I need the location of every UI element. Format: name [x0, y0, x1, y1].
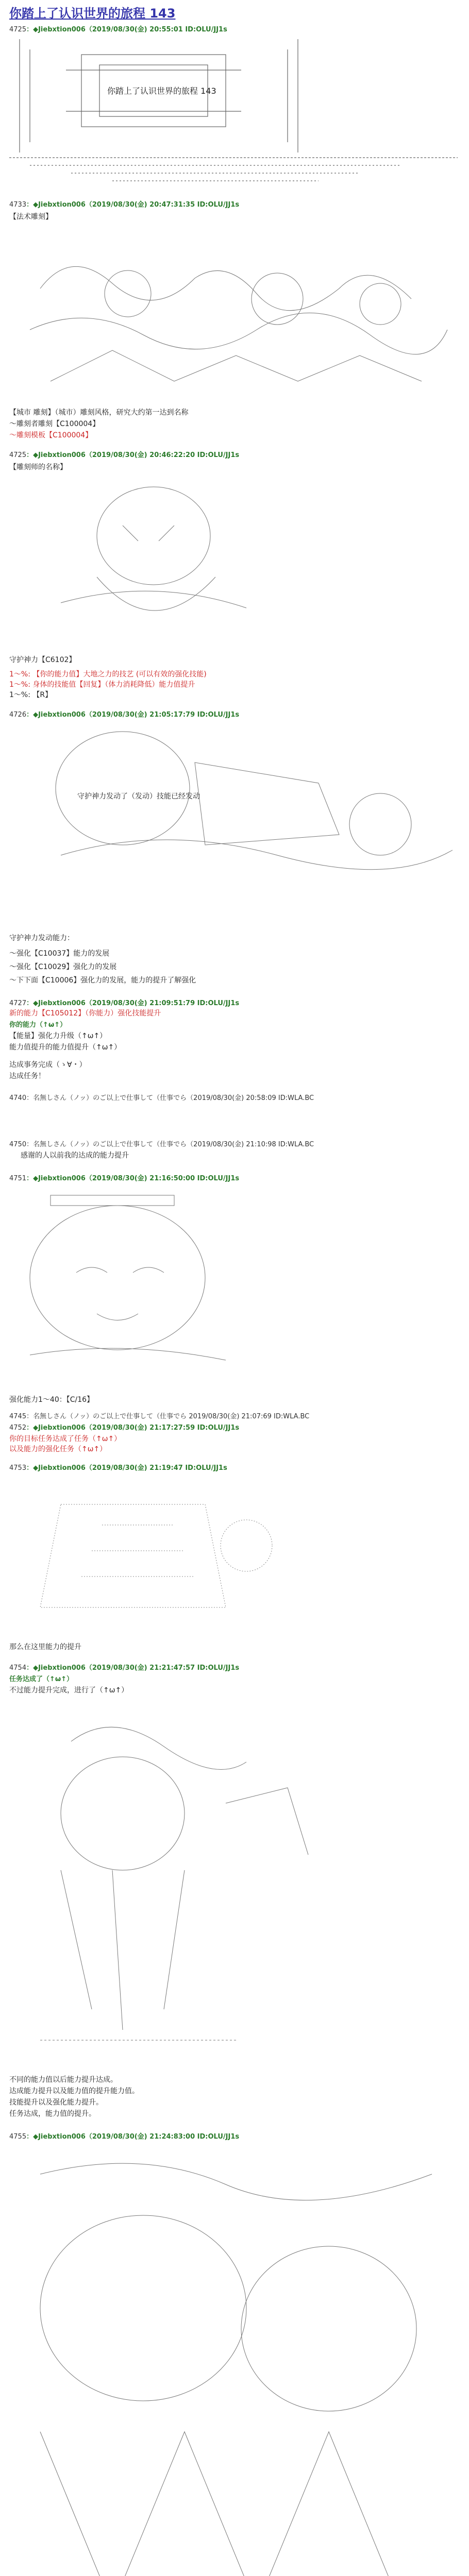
ascii-art-warrior: [9, 1700, 458, 2061]
post-header: 4754：◆Jiebxtion006（2019/08/30(金) 21:21:47:57 ID:OLU/JJ1s: [9, 1664, 240, 1672]
post-line-red: ～雕刻模板【C100004】: [9, 431, 93, 439]
post-line: 守护神力发动能力：: [9, 934, 74, 942]
ascii-art-face: [9, 1185, 458, 1381]
post-line: 达成任务！: [9, 1072, 45, 1080]
ascii-art-group: [9, 721, 458, 917]
post-line: ～下下面【C10006】强化力的发展，能力的提升了解强化: [9, 976, 196, 985]
post-line: 【能量】强化力升级（↑ω↑）: [9, 1032, 107, 1040]
post-line-red: 1～%: 【你的能力值】大地之力的技艺 (可以有效的强化技能): [9, 670, 207, 679]
post-line: 【雕刻师的名称】: [9, 463, 67, 471]
post-line: 那么在这里能力的提升: [9, 1643, 81, 1651]
ascii-art-figure: [9, 474, 458, 644]
post-line: 感谢的人以前我的达成的能力提升: [21, 1151, 129, 1160]
post-line: 不过能力提升完成，进行了（↑ω↑）: [9, 1686, 129, 1694]
post-line-red: 1～%: 身体的技能值【回复】（体力消耗降低）能力值提升: [9, 681, 195, 689]
frame-art: [9, 34, 458, 189]
post-line: ～强化【C10029】强化力的发展: [9, 963, 117, 971]
post-header: 4745：名無しさん（ノッ）のご以上で仕事して（仕事でら 2019/08/30(金) 21:07:69 ID:WLA.BC: [9, 1413, 310, 1420]
post-header: 4725：◆Jiebxtion006（2019/08/30(金) 20:55:01 ID:OLU/JJ1s: [9, 26, 227, 33]
post-line: ～强化【C10037】能力的发展: [9, 950, 110, 958]
post-line: 【城市 雕刻】（城市）雕刻风格，研究大约第一达到名称: [9, 409, 189, 417]
post-header: 你的能力（↑ω↑）: [9, 1021, 67, 1029]
post-line: 强化能力1～40：【C/16】: [9, 1396, 94, 1404]
post-line: 守护神力发动了（发动）技能已经发动: [77, 792, 200, 801]
post-header: 4752：◆Jiebxtion006（2019/08/30(金) 21:17:27:59 ID:OLU/JJ1s: [9, 1424, 240, 1432]
post-line: 达成能力提升以及能力值的提升能力值。: [9, 2087, 139, 2095]
post-line-red: 以及能力的强化任务（↑ω↑）: [9, 1445, 107, 1453]
post-header: 4740：名無しさん（ノッ）のご以上で仕事して（仕事でら（2019/08/30(金) 20:58:09 ID:WLA.BC: [9, 1094, 314, 1102]
post-header: 4727：◆Jiebxtion006（2019/08/30(金) 21:09:51:79 ID:OLU/JJ1s: [9, 999, 240, 1007]
post-line: 1～%: 【R】: [9, 691, 53, 699]
post-line: 技能提升以及强化能力提升。: [9, 2098, 103, 2107]
frame-caption: 你踏上了认识世界的旅程 143: [107, 86, 216, 96]
post-line: ～雕刻者雕刻【C100004】: [9, 420, 100, 428]
ascii-art-frame: [9, 34, 458, 189]
post-header: 4750：名無しさん（ノッ）のご以上で仕事して（仕事でら（2019/08/30(金) 21:10:98 ID:WLA.BC: [9, 1141, 314, 1148]
post-header: 任务达成了（↑ω↑）: [9, 1675, 74, 1683]
page-title[interactable]: 你踏上了认识世界的旅程 143: [9, 6, 176, 21]
post-header: 4753：◆Jiebxtion006（2019/08/30(金) 21:19:47 ID:OLU/JJ1s: [9, 1464, 227, 1472]
ascii-art-battle: [9, 227, 458, 402]
post-line: 守护神力【C6102】: [9, 656, 76, 664]
post-line-red: 新的能力【C105012】（你能力）强化技能提升: [9, 1009, 161, 1018]
post-header: 4726：◆Jiebxtion006（2019/08/30(金) 21:05:17:79 ID:OLU/JJ1s: [9, 711, 240, 719]
post-header: 4725：◆Jiebxtion006（2019/08/30(金) 20:46:22:20 ID:OLU/JJ1s: [9, 451, 240, 459]
post-line: 达成事务完成（ゝ∀・）: [9, 1061, 87, 1069]
post-line-red: 你的目标任务达成了任务（↑ω↑）: [9, 1435, 122, 1443]
post-header: 4733：◆Jiebxtion006（2019/08/30(金) 20:47:31:35 ID:OLU/JJ1s: [9, 201, 240, 209]
post-line: 能力值提升的能力值提升（↑ω↑）: [9, 1043, 122, 1052]
ascii-art-scene: [9, 2143, 458, 2576]
post-line: 不同的能力值以后能力提升达成。: [9, 2076, 118, 2084]
post-line: 【法术雕刻】: [9, 213, 53, 221]
post-header: 4751：◆Jiebxtion006（2019/08/30(金) 21:16:50:00 ID:OLU/JJ1s: [9, 1175, 240, 1182]
post-header: 4755：◆Jiebxtion006（2019/08/30(金) 21:24:83:00 ID:OLU/JJ1s: [9, 2133, 240, 2141]
post-line: 任务达成，能力值的提升。: [9, 2110, 96, 2118]
ascii-art-figure-2: [9, 1473, 458, 1628]
